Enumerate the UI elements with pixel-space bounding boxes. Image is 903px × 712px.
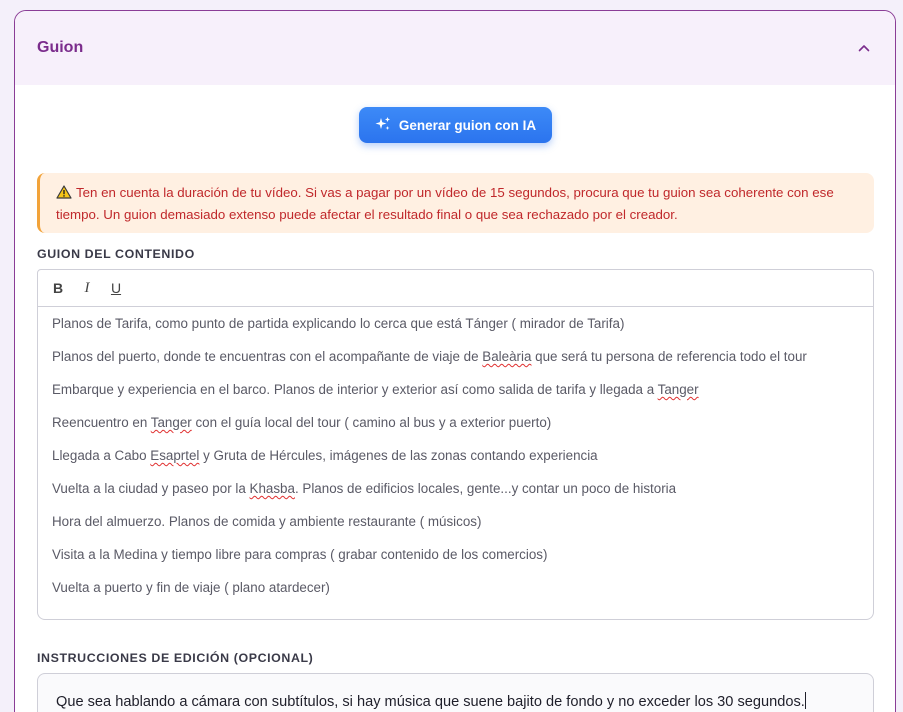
warning-text: Ten en cuenta la duración de tu vídeo. Si vas a pagar por un vídeo de 15 segundos, procura que tu guion sea coherente con ese tiempo. Un guion demasiado extenso puede afectar el resultado final o que sea rechazado por el creador. (56, 185, 834, 222)
script-line-text: Vuelta a la ciudad y paseo por la (52, 481, 250, 496)
script-line[interactable] (52, 577, 859, 610)
script-line-text: Vuelta a puerto y fin de viaje ( plano atardecer) (52, 580, 330, 595)
script-line-text: . Planos de edificios locales, gente...y contar un poco de historia (294, 481, 677, 496)
script-line-text: con el guía local del tour ( camino al bus y a exterior puerto) (191, 415, 552, 430)
misspelled-word: Esaprtel (150, 448, 200, 463)
duration-warning (37, 173, 874, 233)
instructions-label: INSTRUCCIONES DE EDICIÓN (OPCIONAL) (37, 651, 314, 665)
generate-script-ai-button[interactable] (359, 107, 552, 143)
script-line-text: Planos del puerto, donde te encuentras con el acompañante de viaje de (52, 349, 483, 364)
chevron-up-icon[interactable] (857, 41, 871, 55)
warning-icon (56, 185, 72, 205)
misspelled-word: Khasba (249, 481, 295, 496)
script-line-text: Llegada a Cabo (52, 448, 151, 463)
misspelled-word: Tanger (150, 415, 192, 430)
section-title: Guion (37, 39, 84, 56)
instructions-field[interactable] (37, 673, 874, 712)
instructions-value: Que sea hablando a cámara con subtítulos, si hay música que suene bajito de fondo y no exceder los 30 segundos. (56, 694, 805, 710)
underline-button[interactable]: U (110, 280, 122, 296)
script-line-text: Planos de Tarifa, como punto de partida explicando lo cerca que está Tánger ( mirador de Tarifa) (52, 316, 625, 331)
misspelled-word: Baleària (482, 349, 532, 364)
script-line-text: y Gruta de Hércules, imágenes de las zonas contando experiencia (199, 448, 598, 463)
script-line[interactable] (52, 412, 859, 445)
script-editor[interactable] (37, 307, 874, 620)
script-line[interactable] (52, 379, 859, 412)
italic-button[interactable]: I (84, 279, 90, 296)
script-line-text: Hora del almuerzo. Planos de comida y ambiente restaurante ( músicos) (52, 514, 482, 529)
section-header[interactable] (15, 11, 895, 85)
script-line[interactable] (52, 346, 859, 379)
bold-button[interactable]: B (52, 280, 64, 296)
editor-toolbar (37, 269, 874, 307)
script-line-text: que será tu persona de referencia todo el tour (531, 349, 807, 364)
script-label: GUION DEL CONTENIDO (37, 247, 195, 261)
misspelled-word: Tanger (657, 382, 699, 397)
script-line[interactable] (52, 544, 859, 577)
script-section (14, 10, 896, 712)
script-line[interactable] (52, 313, 859, 346)
script-line-text: Visita a la Medina y tiempo libre para compras ( grabar contenido de los comercios) (52, 547, 548, 562)
script-line-text: Reencuentro en (52, 415, 151, 430)
script-line[interactable] (52, 445, 859, 478)
sparkles-icon (375, 116, 391, 135)
text-caret (805, 692, 806, 709)
generate-script-ai-label: Generar guion con IA (398, 117, 537, 133)
script-line[interactable] (52, 478, 859, 511)
script-line-text: Embarque y experiencia en el barco. Planos de interior y exterior así como salida de tarifa y llegada a (52, 382, 658, 397)
script-line[interactable] (52, 511, 859, 544)
